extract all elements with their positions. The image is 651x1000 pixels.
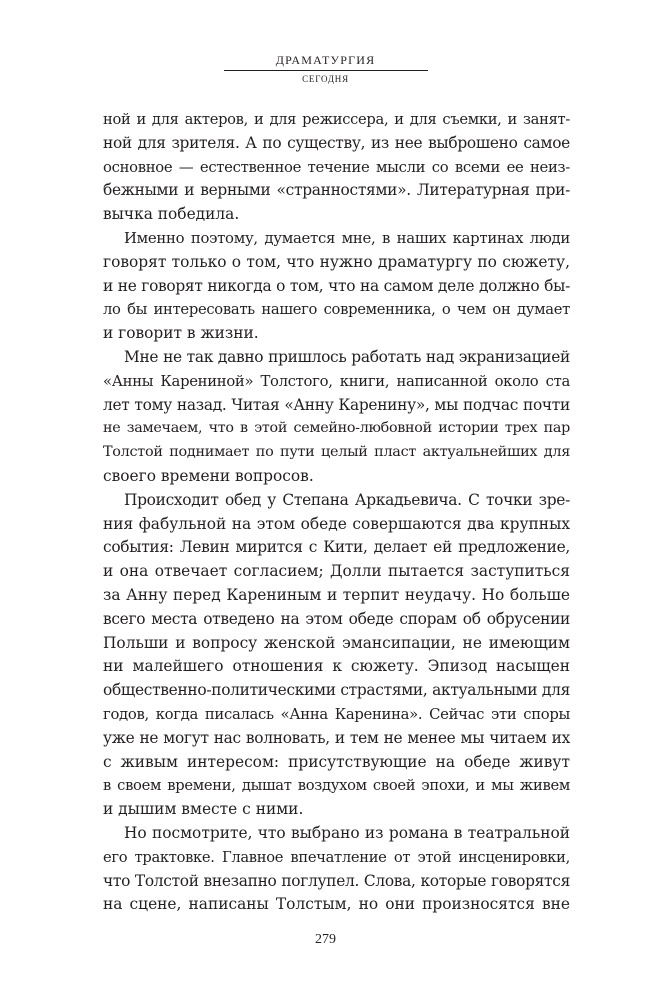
- text-line: ной для зрителя. А по существу, из нее выброшено самое: [103, 133, 570, 152]
- text-line: своего времени вопросов.: [103, 466, 314, 485]
- text-line: Польши и вопросу женской эмансипации, не имеющим: [103, 633, 570, 652]
- running-head-subtitle: СЕГОДНЯ: [302, 74, 349, 84]
- text-line: события: Левин мирится с Кити, делает ей предложение,: [103, 538, 570, 557]
- text-line: ни малейшего отношения к сюжету. Эпизод насыщен: [103, 657, 570, 676]
- text-line: Происходит обед у Степана Аркадьевича. С точки зре-: [124, 490, 570, 509]
- running-head: [0, 53, 651, 85]
- text-line: не замечаем, что в этой семейно-любовной истории трех пар: [103, 420, 570, 437]
- text-line: Именно поэтому, думается мне, в наших картинах люди: [124, 228, 570, 247]
- text-line: ло бы интересовать нашего современника, о чем он думает: [103, 301, 570, 319]
- running-head-rule: [224, 70, 428, 71]
- text-line: всего места отведено на этом обеде спорам об обрусении: [103, 609, 570, 628]
- text-line: его трактовке. Главное впечатление от этой инсценировки,: [103, 848, 570, 866]
- text-line: и дышим вместе с ними.: [103, 800, 304, 819]
- text-line: ния фабульной на этом обеде совершаются два крупных: [103, 514, 570, 533]
- text-line: и она отвечает согласием; Долли пытается заступиться: [103, 562, 570, 581]
- text-line: годов, когда писалась «Анна Каренина». Сейчас эти споры: [103, 705, 570, 723]
- text-line: и говорит в жизни.: [103, 324, 259, 343]
- text-line: уже не могут нас волновать, и тем не менее мы читаем их: [103, 728, 570, 747]
- text-line: лет тому назад. Читая «Анну Каренину», мы подчас почти: [103, 395, 570, 414]
- text-line: с живым интересом: присутствующие на обеде живут: [103, 752, 570, 771]
- text-line: Но посмотрите, что выбрано из романа в театральной: [124, 823, 570, 842]
- text-line: бежными и верными «странностями». Литературная при-: [103, 181, 570, 200]
- text-line: общественно-политическими страстями, актуальными для: [103, 681, 570, 700]
- body-text: [103, 108, 570, 917]
- text-line: и не говорят никогда о том, что на самом деле должно бы-: [103, 276, 570, 295]
- running-head-title: ДРАМАТУРГИЯ: [275, 53, 376, 67]
- text-line: Мне не так давно пришлось работать над экранизацией: [124, 347, 570, 366]
- text-line: на сцене, написаны Толстым, но они произносятся вне: [103, 895, 570, 914]
- text-line: за Анну перед Карениным и терпит неудачу. Но больше: [103, 585, 570, 604]
- page-number: 279: [315, 932, 336, 947]
- text-line: ной и для актеров, и для режиссера, и для съемки, и занят-: [103, 111, 570, 128]
- text-line: «Анны Карениной» Толстого, книги, написанной около ста: [103, 372, 570, 390]
- text-line: Толстой поднимает по пути целый пласт актуальнейших для: [103, 444, 570, 461]
- text-line: основное — естественное течение мысли со всеми ее неиз-: [103, 158, 570, 176]
- text-line: в своем времени, дышат воздухом своей эпохи, и мы живем: [103, 777, 570, 795]
- text-line: вычка победила.: [103, 205, 240, 224]
- text-line: говорят только о том, что нужно драматургу по сюжету,: [103, 252, 570, 271]
- text-line: что Толстой внезапно поглупел. Слова, которые говорятся: [103, 871, 570, 890]
